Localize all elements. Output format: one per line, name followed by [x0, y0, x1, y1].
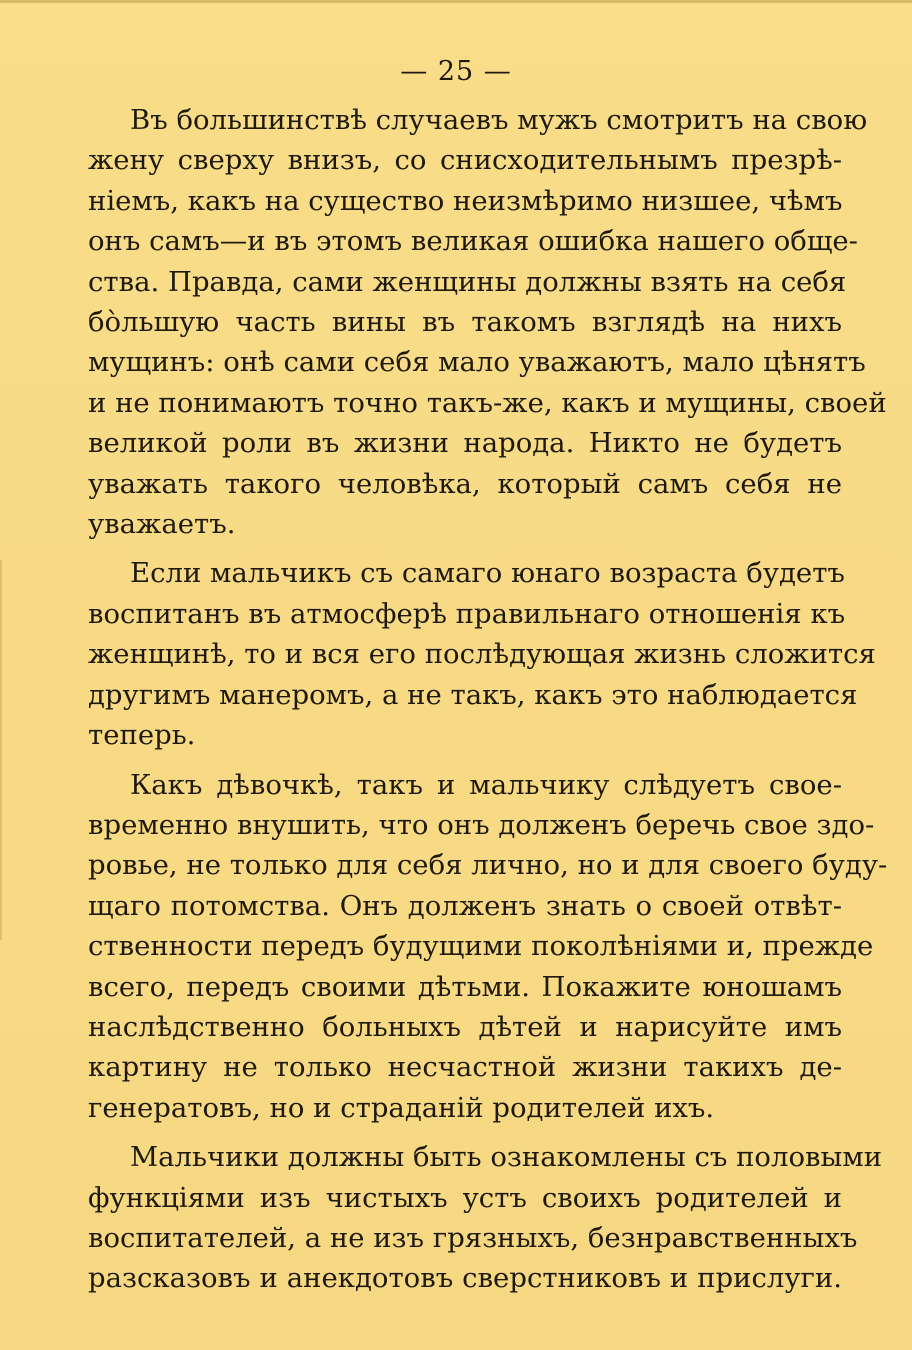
text-line: разсказовъ и анекдотовъ сверстниковъ и прислуги. — [88, 1262, 842, 1295]
text-line: ственности передъ будущими поколѣніями и, прежде — [88, 930, 874, 963]
text-line: всего, передъ своими дѣтьми. Покажите юношамъ — [88, 970, 842, 1003]
text-line: щаго потомства. Онъ долженъ знать о своей отвѣт- — [88, 889, 842, 922]
paragraph-4 — [88, 1137, 883, 1299]
text-line: функціями изъ чистыхъ устъ своихъ родителей и — [88, 1181, 842, 1214]
text-line: ства. Правда, сами женщины должны взять на себя — [88, 265, 847, 298]
text-line: онъ самъ—и въ этомъ великая ошибка нашего обще- — [88, 225, 858, 258]
text-line: генератовъ, но и страданій родителей ихъ. — [88, 1091, 715, 1124]
text-line: Какъ дѣвочкѣ, такъ и мальчику слѣдуетъ свое- — [130, 768, 842, 801]
text-line: ніемъ, какъ на существо неизмѣримо низшее, чѣмъ — [88, 184, 843, 217]
text-line: картину не только несчастной жизни такихъ де- — [88, 1051, 842, 1084]
text-line: теперь. — [88, 719, 196, 752]
text-line: наслѣдственно больныхъ дѣтей и нарисуйте имъ — [88, 1010, 842, 1043]
text-line: уважать такого человѣка, который самъ себя не — [88, 467, 842, 500]
page-number-header: — 25 — — [400, 56, 512, 87]
text-line: ровье, не только для себя лично, но и для своего буду- — [88, 849, 888, 882]
text-line: временно внушить, что онъ долженъ беречь свое здо- — [88, 808, 875, 841]
text-line: Въ большинствѣ случаевъ мужъ смотритъ на свою — [130, 104, 868, 136]
paragraph-1 — [88, 100, 887, 544]
text-line: жену сверху внизъ, со снисходительнымъ презрѣ- — [88, 144, 842, 177]
text-line: мущинъ: онѣ сами себя мало уважаютъ, мало цѣнятъ — [88, 346, 866, 379]
text-line: великой роли въ жизни народа. Никто не будетъ — [88, 427, 842, 460]
text-line: бо̀льшую часть вины въ такомъ взглядѣ на нихъ — [88, 306, 842, 339]
body-text — [88, 100, 888, 1299]
paragraph-3 — [88, 765, 888, 1129]
text-line: женщинѣ, то и вся его послѣдующая жизнь сложится — [88, 638, 876, 671]
paragraph-2 — [88, 553, 876, 755]
text-line: другимъ манеромъ, а не такъ, какъ это наблюдается — [88, 678, 858, 711]
text-line: уважаетъ. — [88, 508, 236, 541]
text-line: и не понимаютъ точно такъ-же, какъ и мущины, своей — [88, 386, 887, 419]
text-line: Мальчики должны быть ознакомлены съ половыми — [130, 1141, 883, 1174]
text-line: воспитанъ въ атмосферѣ правильнаго отношенія къ — [88, 597, 846, 630]
text-line: воспитателей, а не изъ грязныхъ, безнравственныхъ — [88, 1221, 858, 1254]
text-line: Если мальчикъ съ самаго юнаго возраста будетъ — [130, 557, 845, 590]
